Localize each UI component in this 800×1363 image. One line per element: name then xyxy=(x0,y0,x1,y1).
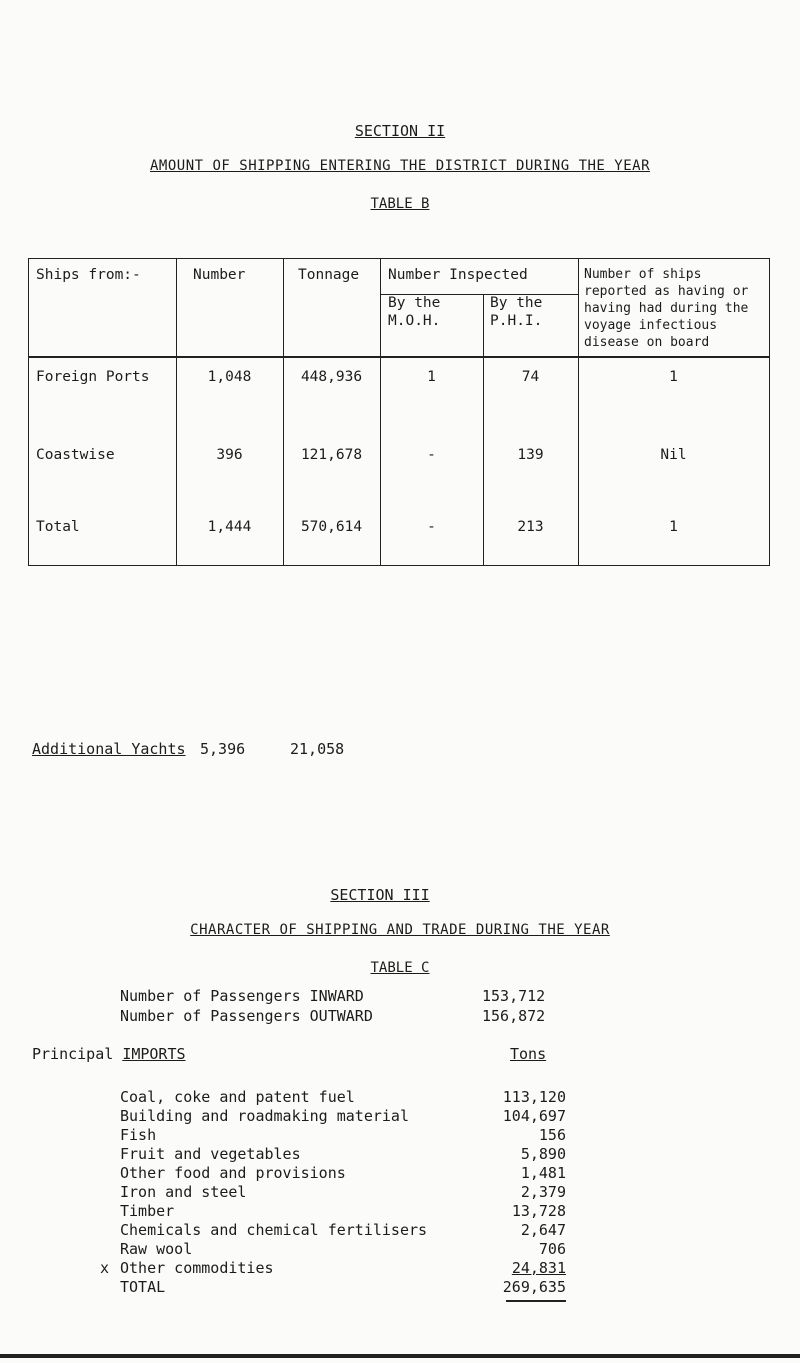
import-label: Fish xyxy=(120,1126,157,1144)
row-coastwise-phi: 139 xyxy=(517,447,544,463)
row-total-from: Total xyxy=(36,519,80,535)
import-footnote-mark: x xyxy=(100,1259,110,1277)
import-value: 706 xyxy=(538,1240,566,1258)
import-label: Other food and provisions xyxy=(120,1164,346,1182)
import-label: Chemicals and chemical fertilisers xyxy=(120,1221,428,1239)
section-ii-title: SECTION II xyxy=(354,122,446,140)
import-value: 13,728 xyxy=(511,1202,566,1220)
import-label: Raw wool xyxy=(120,1240,193,1258)
import-label: Coal, coke and patent fuel xyxy=(120,1088,355,1106)
imports-total-value: 269,635 xyxy=(502,1278,566,1296)
row-coastwise-number: 396 xyxy=(216,447,243,463)
import-label: Iron and steel xyxy=(120,1183,247,1201)
import-value: 24,831 xyxy=(511,1259,566,1277)
header-infectious: Number of ships reported as having or having had during the voyage infectious disease on board xyxy=(584,267,749,350)
table-b-label: TABLE B xyxy=(370,196,430,212)
import-value: 5,890 xyxy=(520,1145,566,1163)
import-label: Timber xyxy=(120,1202,175,1220)
imports-heading: Principal IMPORTS xyxy=(32,1045,186,1063)
header-by-moh: By the M.O.H. xyxy=(388,295,441,329)
import-value: 1,481 xyxy=(520,1164,566,1182)
yachts-tonnage: 21,058 xyxy=(290,740,345,758)
passengers-inward-label: Number of Passengers INWARD xyxy=(120,987,364,1005)
section-iii-title: SECTION III xyxy=(330,886,430,904)
passengers-outward-value: 156,872 xyxy=(482,1007,546,1025)
row-total-infectious: 1 xyxy=(669,519,678,535)
yachts-number: 5,396 xyxy=(200,740,246,758)
row-coastwise-from: Coastwise xyxy=(36,447,115,463)
header-number: Number xyxy=(193,267,246,283)
row-coastwise-infectious: Nil xyxy=(660,447,687,463)
row-foreign-number: 1,048 xyxy=(207,369,252,385)
header-number-inspected: Number Inspected xyxy=(388,267,528,283)
row-foreign-moh: 1 xyxy=(427,369,436,385)
import-value: 2,647 xyxy=(520,1221,566,1239)
section-ii-heading: AMOUNT OF SHIPPING ENTERING THE DISTRICT DURING THE YEAR xyxy=(149,158,650,174)
import-label: Other commodities xyxy=(120,1259,274,1277)
import-value: 156 xyxy=(538,1126,566,1144)
import-value: 113,120 xyxy=(502,1088,566,1106)
row-coastwise-tonnage: 121,678 xyxy=(300,447,363,463)
passengers-outward-label: Number of Passengers OUTWARD xyxy=(120,1007,373,1025)
header-tonnage: Tonnage xyxy=(298,267,360,283)
import-value: 104,697 xyxy=(502,1107,566,1125)
row-coastwise-moh: - xyxy=(427,447,436,463)
section-iii-heading: CHARACTER OF SHIPPING AND TRADE DURING THE YEAR xyxy=(190,922,610,938)
row-total-phi: 213 xyxy=(517,519,544,535)
import-label: Building and roadmaking material xyxy=(120,1107,409,1125)
passengers-inward-value: 153,712 xyxy=(482,987,546,1005)
row-foreign-from: Foreign Ports xyxy=(36,369,150,385)
header-ships-from: Ships from:- xyxy=(36,267,141,283)
row-foreign-phi: 74 xyxy=(521,369,540,385)
page-edge-rule xyxy=(0,1354,800,1358)
imports-unit: Tons xyxy=(510,1045,547,1063)
row-foreign-tonnage: 448,936 xyxy=(300,369,363,385)
row-total-moh: - xyxy=(427,519,436,535)
import-value: 2,379 xyxy=(520,1183,566,1201)
total-double-rule xyxy=(506,1300,566,1302)
row-total-number: 1,444 xyxy=(207,519,252,535)
row-total-tonnage: 570,614 xyxy=(300,519,363,535)
table-c-label: TABLE C xyxy=(370,960,430,976)
row-foreign-infectious: 1 xyxy=(669,369,678,385)
imports-total-label: TOTAL xyxy=(120,1278,166,1296)
table-b xyxy=(28,258,770,566)
yachts-label: Additional Yachts xyxy=(32,740,186,758)
import-label: Fruit and vegetables xyxy=(120,1145,301,1163)
header-by-phi: By the P.H.I. xyxy=(490,295,543,329)
